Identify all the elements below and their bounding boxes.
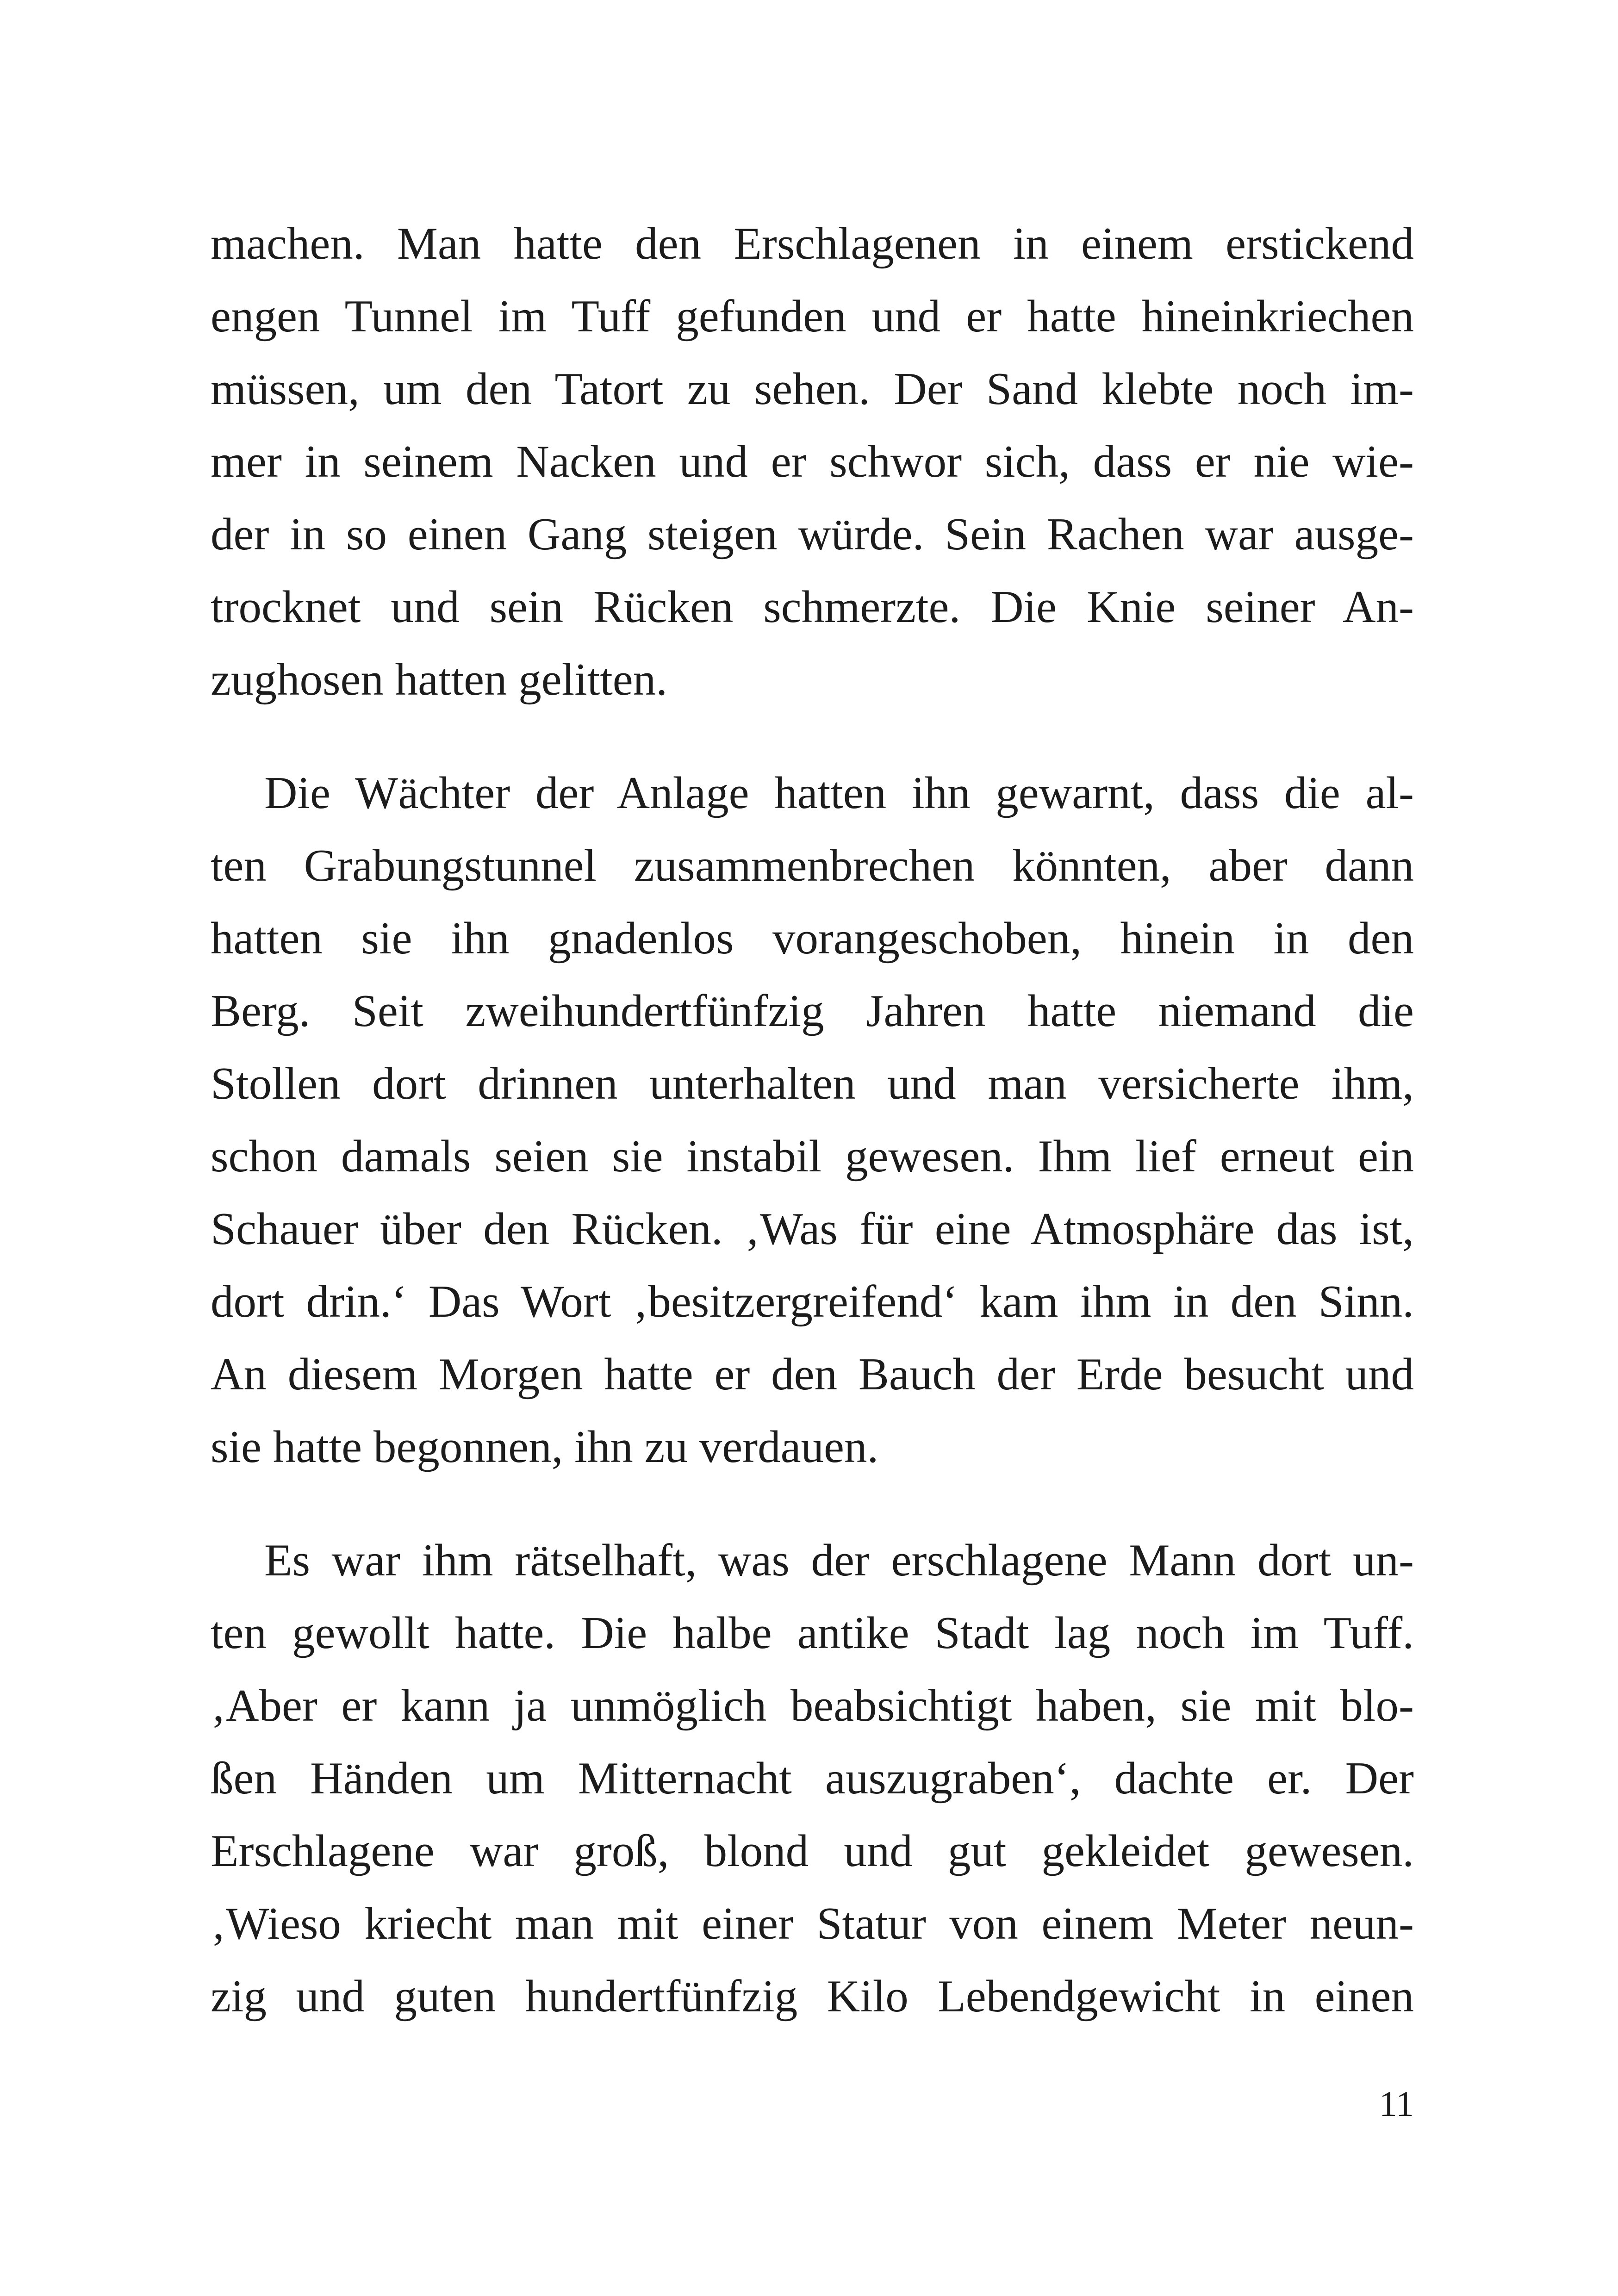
text-line: Erschlagene war groß, blond und gut gekleidet gewesen. bbox=[211, 1826, 1414, 1876]
text-line: zughosen hatten gelitten. bbox=[211, 654, 667, 705]
body-text bbox=[211, 207, 1414, 2033]
text-line: ‚Aber er kann ja unmöglich beabsichtigt haben, sie mit blo- bbox=[211, 1680, 1414, 1731]
text-line: Stollen dort drinnen unterhalten und man versicherte ihm, bbox=[211, 1058, 1414, 1109]
text-line: dort drin.‘ Das Wort ‚besitzergreifend‘ kam ihm in den Sinn. bbox=[211, 1276, 1414, 1327]
text-line: Es war ihm rätselhaft, was der erschlagene Mann dort un- bbox=[264, 1535, 1414, 1586]
paragraph-1 bbox=[211, 207, 1414, 716]
text-line: ‚Wieso kriecht man mit einer Statur von einem Meter neun- bbox=[211, 1898, 1414, 1949]
text-line: Berg. Seit zweihundertfünfzig Jahren hatte niemand die bbox=[211, 986, 1414, 1036]
page-number: 11 bbox=[1379, 2084, 1414, 2124]
text-line: An diesem Morgen hatte er den Bauch der Erde besucht und bbox=[211, 1349, 1414, 1400]
text-line: schon damals seien sie instabil gewesen. Ihm lief erneut ein bbox=[211, 1131, 1414, 1182]
text-line: müssen, um den Tatort zu sehen. Der Sand klebte noch im- bbox=[211, 364, 1414, 414]
paragraph-2 bbox=[211, 757, 1414, 1483]
text-line: sie hatte begonnen, ihn zu verdauen. bbox=[211, 1422, 879, 1472]
text-line: Schauer über den Rücken. ‚Was für eine Atmosphäre das ist, bbox=[211, 1204, 1414, 1254]
text-line: trocknet und sein Rücken schmerzte. Die Knie seiner An- bbox=[211, 582, 1414, 632]
text-line: Die Wächter der Anlage hatten ihn gewarnt, dass die al- bbox=[264, 768, 1414, 818]
text-line: zig und guten hundertfünfzig Kilo Lebendgewicht in einen bbox=[211, 1971, 1414, 2022]
text-line: hatten sie ihn gnadenlos vorangeschoben, hinein in den bbox=[211, 913, 1414, 964]
text-line: machen. Man hatte den Erschlagenen in einem erstickend bbox=[211, 218, 1414, 269]
text-line: mer in seinem Nacken und er schwor sich, dass er nie wie- bbox=[211, 436, 1414, 487]
text-line: der in so einen Gang steigen würde. Sein Rachen war ausge- bbox=[211, 509, 1414, 560]
text-line: ten gewollt hatte. Die halbe antike Stadt lag noch im Tuff. bbox=[211, 1608, 1414, 1658]
paragraph-3 bbox=[211, 1524, 1414, 2033]
text-line: ten Grabungstunnel zusammenbrechen könnten, aber dann bbox=[211, 840, 1414, 891]
text-line: engen Tunnel im Tuff gefunden und er hatte hineinkriechen bbox=[211, 291, 1414, 342]
text-line: ßen Händen um Mitternacht auszugraben‘, dachte er. Der bbox=[211, 1753, 1414, 1804]
